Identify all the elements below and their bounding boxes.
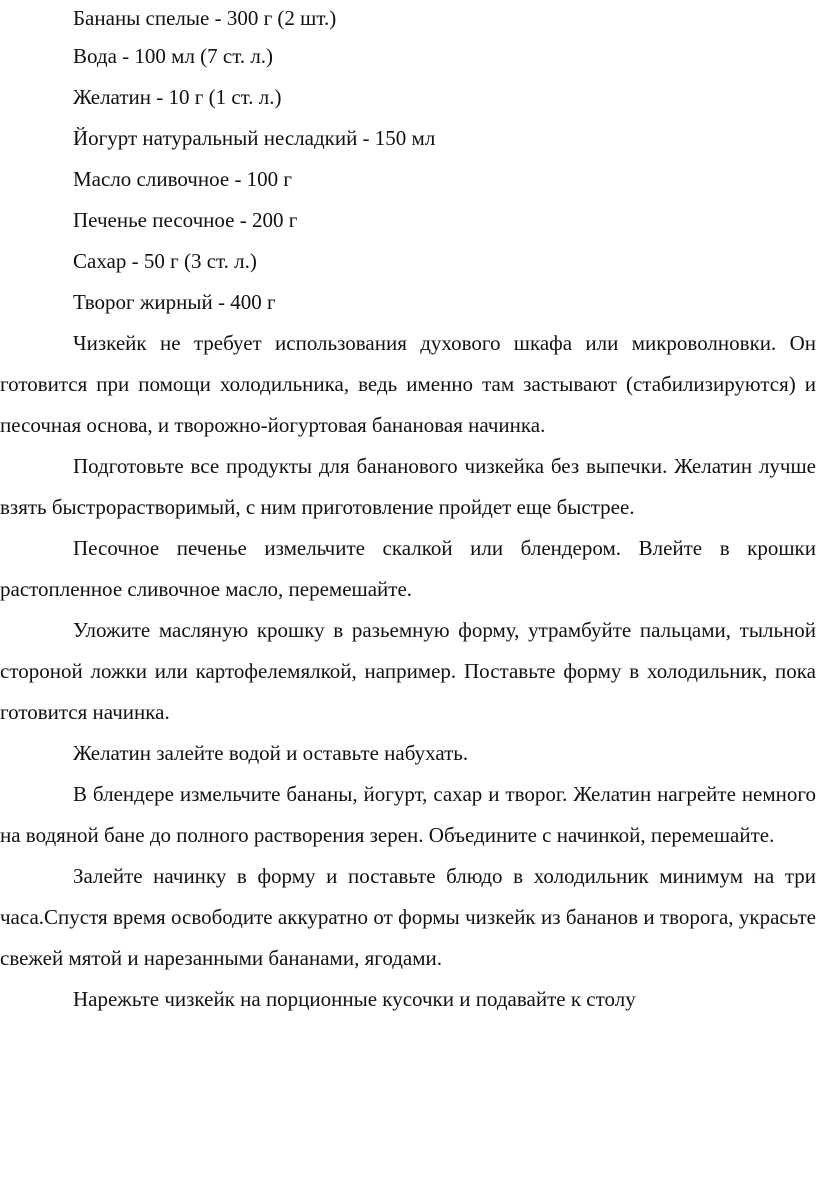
- ingredient-list: [0, 0, 816, 323]
- paragraph-chill: Залейте начинку в форму и поставьте блюдо в холодильник минимум на три часа.Спустя время освободите аккуратно от формы чизкейк из бананов и творога, украсьте свежей мятой и нарезанными бананами, ягодами.: [0, 864, 816, 970]
- ingredient-line: Творог жирный - 400 г: [73, 290, 276, 314]
- ingredient-line: Печенье песочное - 200 г: [73, 208, 298, 232]
- paragraph-intro: Чизкейк не требует использования духового шкафа или микроволновки. Он готовится при помощи холодильника, ведь именно там застывают (стабилизируются) и песочная основа, и творожно-йогуртовая банановая начинка.: [0, 331, 816, 437]
- ingredient-line: Вода - 100 мл (7 ст. л.): [73, 44, 274, 68]
- ingredient-line: Бананы спелые - 300 г (2 шт.): [73, 6, 337, 30]
- paragraph-prepare: Подготовьте все продукты для бананового чизкейка без выпечки. Желатин лучше взять быстрорастворимый, с ним приготовление пройдет еще быстрее.: [0, 454, 816, 519]
- ingredient-line: Йогурт натуральный несладкий - 150 мл: [73, 126, 436, 150]
- ingredient-line: Масло сливочное - 100 г: [73, 167, 293, 191]
- paragraph-gelatin: Желатин залейте водой и оставьте набухать.: [73, 741, 469, 765]
- paragraph-crust: Песочное печенье измельчите скалкой или блендером. Влейте в крошки растопленное сливочное масло, перемешайте.: [0, 536, 816, 601]
- paragraph-form: Уложите масляную крошку в разьемную форму, утрамбуйте пальцами, тыльной стороной ложки или картофелемялкой, например. Поставьте форму в холодильник, пока готовится начинка.: [0, 618, 816, 724]
- ingredient-line: Сахар - 50 г (3 ст. л.): [73, 249, 257, 273]
- ingredient-line: Желатин - 10 г (1 ст. л.): [73, 85, 282, 109]
- recipe-instructions: [0, 323, 816, 1020]
- paragraph-serve: Нарежьте чизкейк на порционные кусочки и подавайте к столу: [73, 987, 636, 1011]
- paragraph-filling: В блендере измельчите бананы, йогурт, сахар и творог. Желатин нагрейте немного на водяной бане до полного растворения зерен. Объедините с начинкой, перемешайте.: [0, 782, 816, 847]
